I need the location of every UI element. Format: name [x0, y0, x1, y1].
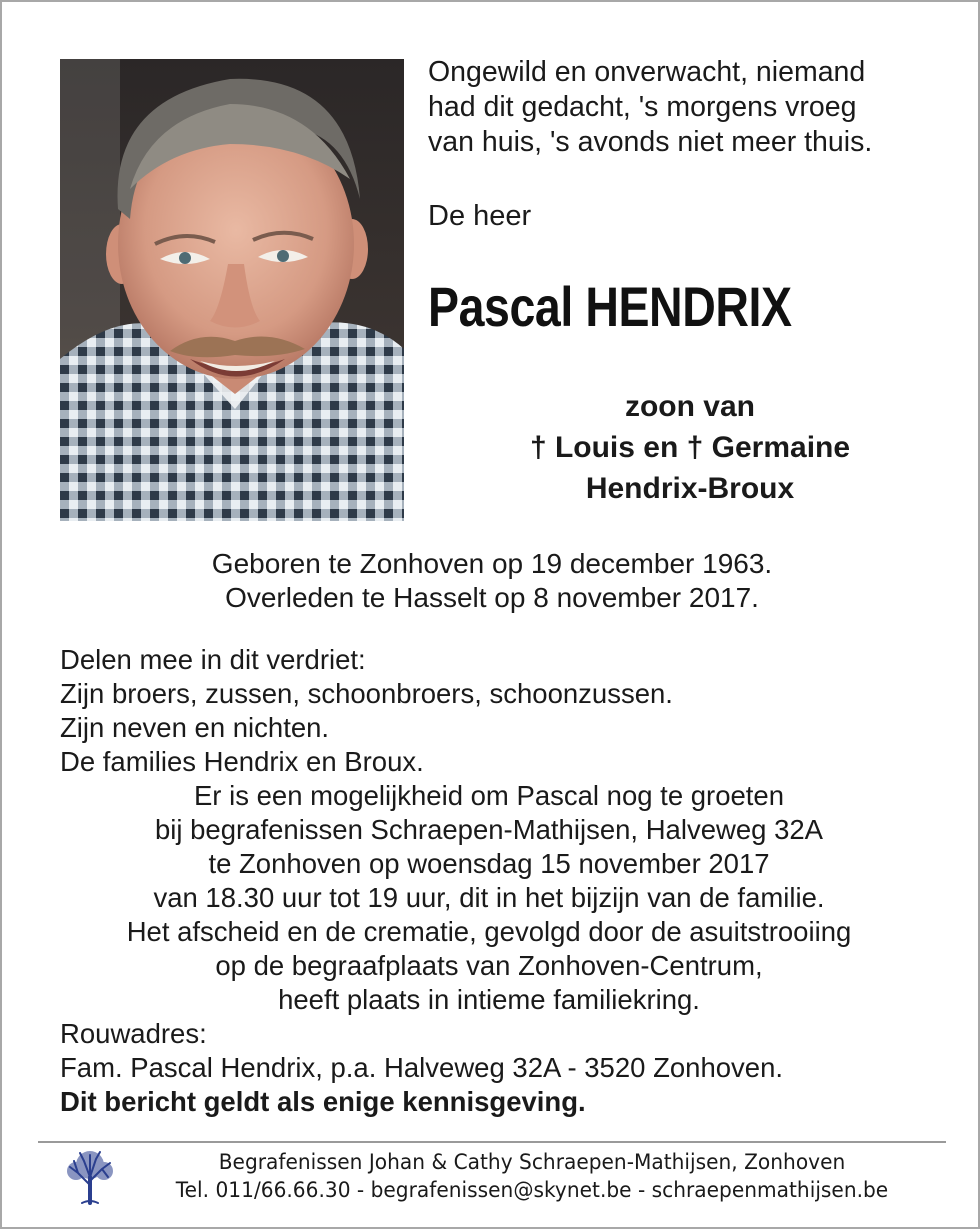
poem — [428, 55, 968, 160]
mourners-line: De families Hendrix en Broux. — [60, 746, 424, 777]
address: Fam. Pascal Hendrix, p.a. Halveweg 32A - 3520 Zonhoven. — [60, 1052, 784, 1083]
footer-divider — [38, 1141, 946, 1143]
announcement-body — [60, 643, 960, 1119]
funeral-home-contact: Tel. 011/66.66.30 - begrafenissen@skynet.be - schraepenmathijsen.be — [175, 1178, 889, 1202]
parents-line: Hendrix-Broux — [585, 472, 795, 505]
mourners-line: Zijn neven en nichten. — [60, 712, 330, 743]
dates-block — [32, 547, 952, 615]
death-line: Overleden te Hasselt op 8 november 2017. — [225, 582, 759, 613]
parents-line: zoon van — [624, 390, 755, 423]
tree-logo-icon — [62, 1149, 118, 1205]
mourners-line: Delen mee in dit verdriet: — [60, 644, 366, 675]
details-line: te Zonhoven op woensdag 15 november 2017 — [208, 848, 770, 879]
portrait-illustration — [60, 59, 404, 521]
details-line: heeft plaats in intieme familiekring. — [278, 984, 700, 1015]
funeral-home-footer — [122, 1148, 942, 1204]
deceased-name: Pascal HENDRIX — [428, 275, 792, 338]
funeral-home-name: Begrafenissen Johan & Cathy Schraepen-Mathijsen, Zonhoven — [218, 1150, 846, 1174]
notice: Dit bericht geldt als enige kennisgeving. — [60, 1086, 586, 1117]
details-line: Het afscheid en de crematie, gevolgd door de asuitstrooiing — [126, 916, 852, 947]
poem-line: Ongewild en onverwacht, niemand — [428, 56, 866, 88]
honorific: De heer — [428, 200, 532, 232]
details-line: van 18.30 uur tot 19 uur, dit in het bijzijn van de familie. — [153, 882, 825, 913]
details-line: bij begrafenissen Schraepen-Mathijsen, Halveweg 32A — [154, 814, 824, 845]
mourners-line: Zijn broers, zussen, schoonbroers, schoonzussen. — [60, 678, 673, 709]
details-line: Er is een mogelijkheid om Pascal nog te groeten — [193, 780, 785, 811]
birth-line: Geboren te Zonhoven op 19 december 1963. — [211, 548, 773, 579]
portrait-photo — [60, 59, 404, 521]
poem-line: van huis, 's avonds niet meer thuis. — [428, 126, 873, 158]
address-label: Rouwadres: — [60, 1018, 207, 1049]
poem-line: had dit gedacht, 's morgens vroeg — [428, 91, 857, 123]
details-line: op de begraafplaats van Zonhoven-Centrum, — [215, 950, 763, 981]
parents-block — [404, 386, 976, 509]
parents-line: † Louis en † Germaine — [529, 431, 851, 464]
